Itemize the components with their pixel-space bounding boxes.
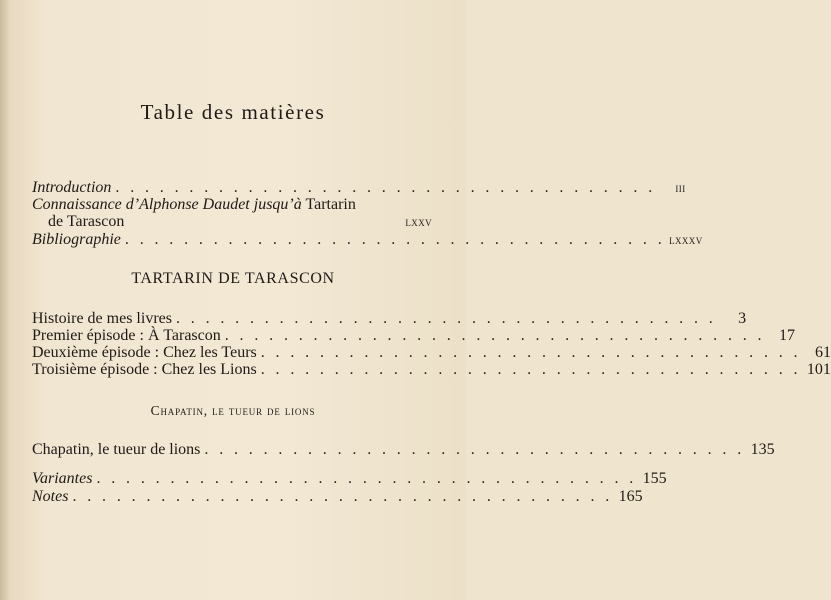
dot-leader: . . . . . . . . . . . . . . . . . . . . . . . . . . . . . . . . . . . . . (124, 231, 666, 248)
page-title: Table des matières (140, 100, 326, 124)
page-gutter-shadow (0, 0, 10, 600)
toc-entry-variantes[interactable] (32, 470, 667, 488)
section-heading-tartarin: TARTARIN DE TARASCON (131, 270, 335, 287)
toc-entry-connaissance-cont[interactable] (48, 213, 432, 231)
toc-entry-label: Troisième épisode : Chez les Lions (32, 361, 257, 378)
toc-entry-label: Premier épisode : À Tarascon (32, 327, 221, 344)
toc-entry[interactable] (32, 310, 747, 328)
toc-page-number: 101 (806, 361, 831, 378)
toc-entry-notes[interactable] (32, 488, 643, 506)
toc-entry[interactable] (32, 327, 795, 345)
section-heading-chapatin: Chapatin, le tueur de lions (150, 403, 316, 418)
toc-entry-label: Variantes (32, 470, 93, 487)
toc-page-number: lxxv (405, 214, 432, 229)
toc-page-number: 155 (642, 470, 667, 487)
dot-leader: . . . . . . . . . . . . . . . . . . . . . . . . . . . . . . . . . . . . . (115, 179, 656, 196)
toc-entry-label-cont: de Tarascon (48, 213, 125, 230)
dot-leader: . . . . . . . . . . . . . . . . . . . . . . . . . . . . . . . . . . . . . (260, 361, 801, 378)
toc-entry-label: Histoire de mes livres (32, 310, 172, 327)
toc-entry[interactable] (32, 361, 831, 379)
toc-entry-label-roman: Tartarin (305, 196, 356, 213)
toc-entry-connaissance[interactable] (32, 196, 432, 214)
toc-entry-bibliographie[interactable] (32, 231, 703, 249)
toc-entry[interactable] (32, 441, 775, 459)
toc-entry-label: Introduction (32, 179, 112, 196)
toc-entry[interactable] (32, 344, 831, 362)
toc-page-number: 17 (778, 327, 795, 344)
toc-entry-label: Notes (32, 488, 69, 505)
toc-page-number: 61 (814, 344, 831, 361)
toc-entry-label (32, 196, 356, 214)
toc-page-number: 165 (618, 488, 643, 505)
toc-entry-label: Deuxième épisode : Chez les Teurs (32, 344, 257, 361)
toc-entry-label-italic: Connaissance d’Alphonse Daudet jusqu’à (32, 196, 302, 213)
toc-entry-label: Chapatin, le tueur de lions (32, 441, 201, 458)
dot-leader: . . . . . . . . . . . . . . . . . . . . . . . . . . . . . . . . . . . . . (72, 488, 613, 505)
toc-entry-introduction[interactable] (32, 179, 686, 197)
toc-page-number: lxxxv (669, 232, 703, 247)
dot-leader: . . . . . . . . . . . . . . . . . . . . . . . . . . . . . . . . . . . . . (204, 441, 745, 458)
dot-leader: . . . . . . . . . . . . . . . . . . . . . . . . . . . . . . . . . . . . . (96, 470, 637, 487)
toc-page-number: 135 (750, 441, 775, 458)
toc-page-number: iii (675, 180, 686, 195)
dot-leader: . . . . . . . . . . . . . . . . . . . . . . . . . . . . . . . . . . . . . (175, 310, 717, 327)
dot-leader: . . . . . . . . . . . . . . . . . . . . . . . . . . . . . . . . . . . . . (260, 344, 801, 361)
toc-entry-label: Bibliographie (32, 231, 121, 248)
toc-page-number: 3 (738, 310, 747, 327)
dot-leader: . . . . . . . . . . . . . . . . . . . . . . . . . . . . . . . . . . . . . (224, 327, 765, 344)
